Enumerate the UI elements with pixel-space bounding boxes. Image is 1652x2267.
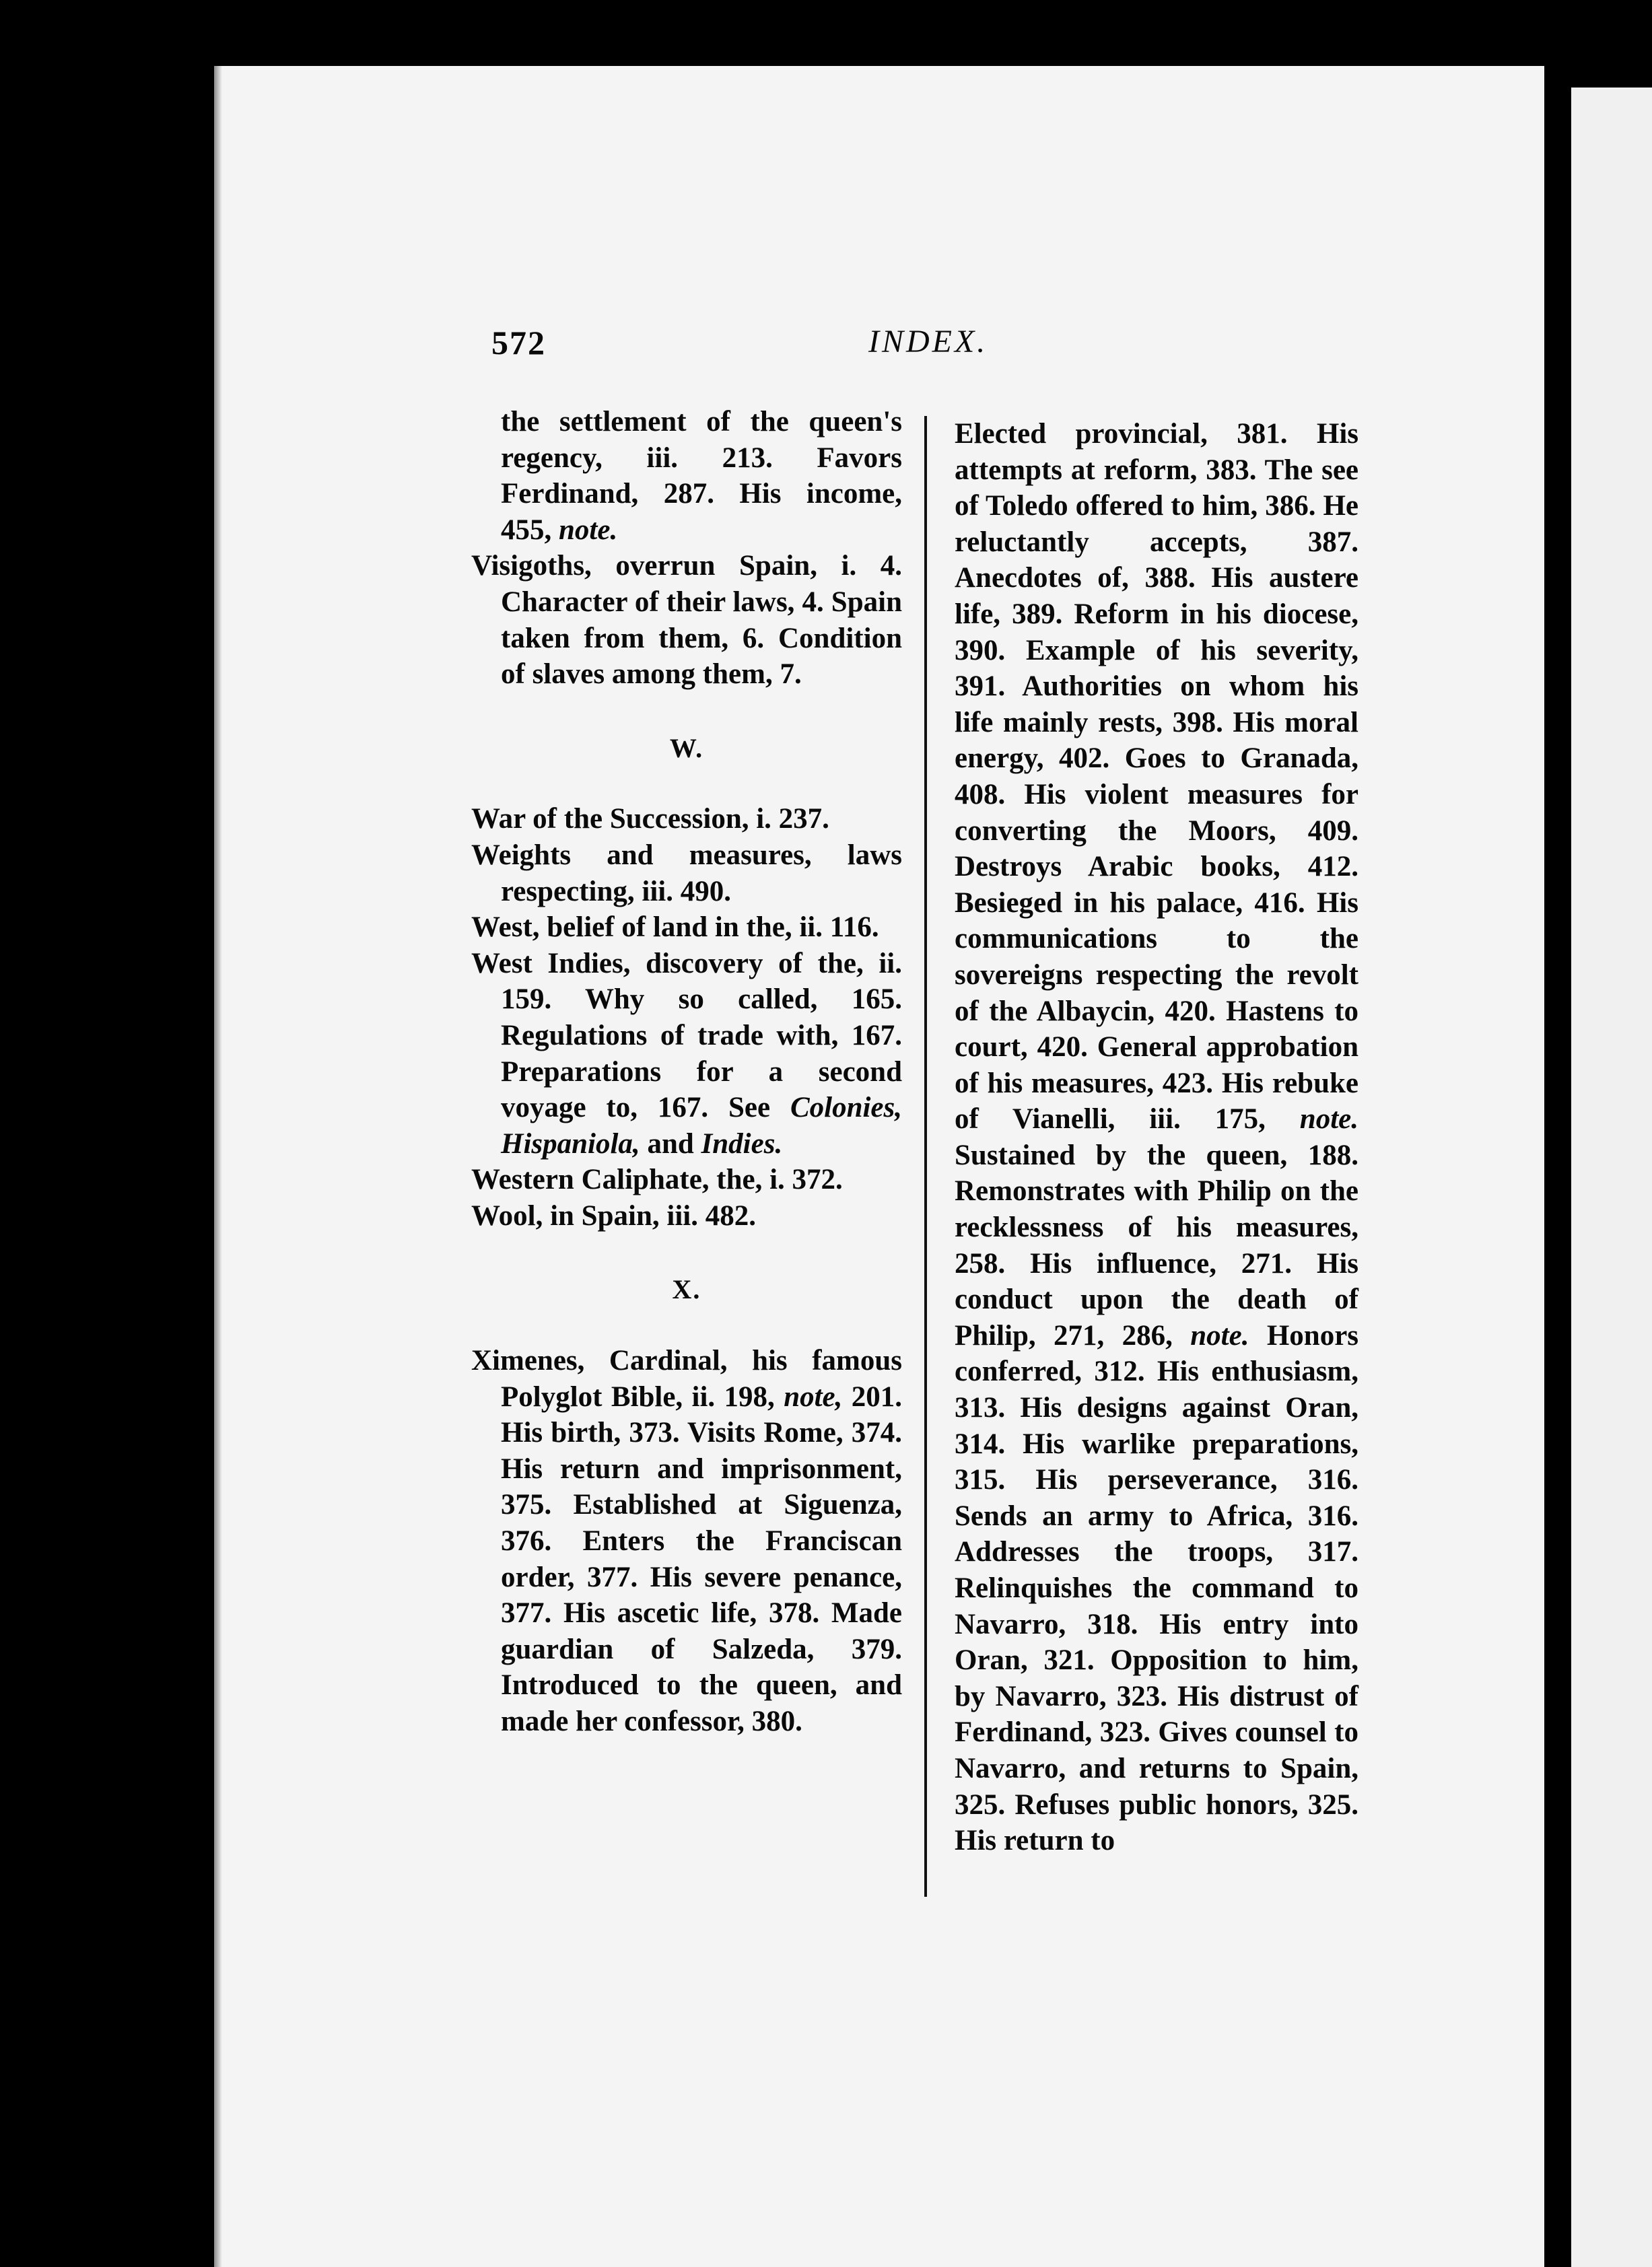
page-header xyxy=(491,323,1367,384)
index-entry: West, belief of land in the, ii. 116. xyxy=(471,911,879,944)
note-label: note. xyxy=(1299,1103,1358,1136)
section-heading-x: X. xyxy=(672,1274,701,1305)
note-label: note, xyxy=(784,1381,843,1413)
index-entry-visigoths: Visigoths, overrun Spain, i. 4. Character of their laws, 4. Spain taken from them, 6. Condition of slaves among them, 7. xyxy=(471,550,902,691)
index-entry: War of the Succession, i. 237. xyxy=(471,803,829,835)
facing-page-edge xyxy=(1571,88,1652,2267)
right-column xyxy=(955,416,1358,1859)
section-heading-w: W. xyxy=(669,732,704,763)
note-label: note. xyxy=(1190,1319,1249,1352)
page-gutter-shadow xyxy=(214,66,222,2267)
note-label: note. xyxy=(559,514,618,546)
left-column xyxy=(471,404,902,1740)
index-entry-continuation: the settlement of the queen's regency, iii. 213. Favors Ferdinand, 287. His income, 455, note. xyxy=(501,406,902,546)
cross-reference: Colonies, xyxy=(790,1092,902,1124)
index-entry-ximenes-continued: Elected provincial, 381. His attempts at reform, 383. The see of Toledo offered to him, 386. He reluctantly accepts, 387. Anecdotes of, 388. His austere life, 389. Reform in his diocese, 390. Example of his severity, 391. Authorities on whom his life mainly rests, 398. His moral energy, 402. Goes to Granada, 408. His violent measures for converting the Moors, 409. Destroys Arabic books, 412. Besieged in his palace, 416. His communications to the sovereigns respecting the revolt of the Albaycin, 420. Hastens to court, 420. General approbation of his measures, 423. His rebuke of Vianelli, iii. 175, note. Sustained by the queen, 188. Remonstrates with Philip on the recklessness of his measures, 258. His influence, 271. His conduct upon the death of Philip, 271, 286, note. Honors conferred, 312. His enthusiasm, 313. His designs against Oran, 314. His warlike preparations, 315. His perseverance, 316. Sends an army to Africa, 316. Addresses the troops, 317. Relinquishes the command to Navarro, 318. His entry into Oran, 321. Opposition to him, by Navarro, 323. His distrust of Ferdinand, 323. Gives counsel to Navarro, and returns to Spain, 325. Refuses public honors, 325. His return to xyxy=(955,418,1359,1857)
index-entry: Western Caliphate, the, i. 372. xyxy=(471,1164,843,1196)
index-entry-ximenes: Ximenes, Cardinal, his famous Polyglot Bible, ii. 198, note, 201. His birth, 373. Visits Rome, 374. His return and imprisonment, 375. Established at Siguenza, 376. Enters the Franciscan order, 377. His severe penance, 377. His ascetic life, 378. Made guardian of Salzeda, 379. Introduced to the queen, and made her confessor, 380. xyxy=(471,1345,903,1737)
cross-reference: Hispaniola, xyxy=(501,1127,640,1160)
index-entry: Weights and measures, laws respecting, iii. 490. xyxy=(471,839,902,907)
page-number: 572 xyxy=(491,324,546,361)
column-divider xyxy=(924,416,927,1897)
running-head: INDEX. xyxy=(868,324,988,359)
index-entry-west-indies: West Indies, discovery of the, ii. 159. Why so called, 165. Regulations of trade with, 167. Preparations for a second voyage to, 167. See Colonies, Hispaniola, and Indies. xyxy=(471,947,902,1160)
index-entry: Wool, in Spain, iii. 482. xyxy=(471,1199,756,1232)
cross-reference: Indies. xyxy=(701,1127,783,1160)
